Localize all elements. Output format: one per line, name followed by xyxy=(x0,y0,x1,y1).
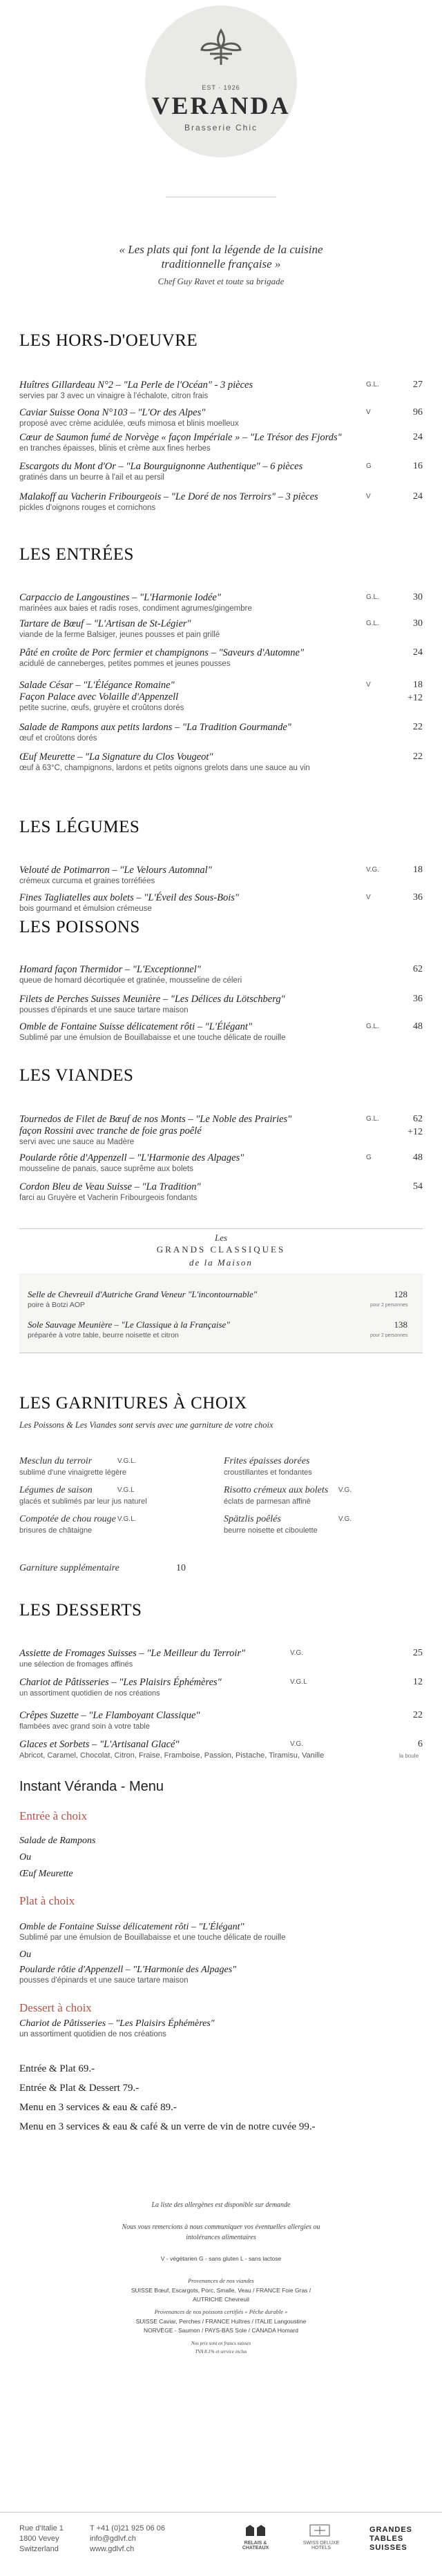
diet-tag: V.G.L. xyxy=(117,1457,137,1465)
item-title: Escargots du Mont d'Or – "La Bourguignonne Authentique" – 6 pièces xyxy=(19,461,303,472)
garniture-description: glacés et sublimés par leur jus naturel xyxy=(19,1497,147,1506)
garnitures-intro: Les Poissons & Les Viandes sont servis avec une garniture de votre choix xyxy=(19,1420,273,1430)
item-description: crémeux curcuma et graines torréfiées xyxy=(19,877,155,885)
dessert-description: Abricot, Caramel, Chocolat, Citron, Fraise, Framboise, Passion, Pistache, Tiramisu, Vanille xyxy=(19,1751,325,1760)
item-description: en tranches épaisses, blinis et crème aux fines herbes xyxy=(19,444,211,453)
item-description: marinées aux baies et radis roses, condiment agrumes/gingembre xyxy=(19,604,252,613)
item-description: proposé avec crème acidulée, œufs mimosa et blinis moelleux xyxy=(19,420,239,428)
menu-item xyxy=(19,647,423,668)
classique-price: 128 xyxy=(394,1289,407,1299)
formula-3-services: Menu en 3 services & eau & café 89.- xyxy=(19,2102,177,2113)
garniture-description: beurre noisette et ciboulette xyxy=(224,1526,318,1535)
item-price: 62 xyxy=(413,1114,423,1124)
section-title-garnitures: LES GARNITURES À CHOIX xyxy=(19,1394,247,1413)
item-price: 96 xyxy=(413,407,423,417)
diet-tag: G.L. xyxy=(366,1115,379,1123)
note-line: Provenances de nos viandes xyxy=(188,2277,254,2284)
section-title-legumes: LES LÉGUMES xyxy=(19,818,140,836)
item-title: Malakoff au Vacherin Fribourgeois – "Le Doré de nos Terroirs" – 3 pièces xyxy=(19,491,318,502)
garniture-title: Compotée de chou rouge xyxy=(19,1514,116,1524)
instant-dessert-1: Chariot de Pâtisseries – "Les Plaisirs Éphémères" xyxy=(19,2018,215,2029)
relais-chateaux-label: RELAIS & CHATEAUX xyxy=(242,2541,269,2550)
intro-line-2: traditionnelle française » xyxy=(161,257,281,271)
diet-tag: V xyxy=(366,409,371,416)
menu-item xyxy=(19,865,423,885)
instant-plat-1-desc: Sublimé par une émulsion de Bouillabaisse et une touche délicate de rouille xyxy=(19,1934,286,1942)
classique-note: pour 2 personnes xyxy=(370,1303,408,1308)
dessert-item xyxy=(19,1648,423,1669)
dessert-item xyxy=(19,1739,423,1760)
item-title: Omble de Fontaine Suisse délicatement rôti – "L'Élégant" xyxy=(19,1021,253,1032)
item-price: 36 xyxy=(413,892,423,903)
item-description: pousses d'épinards et une sauce tartare maison xyxy=(19,1006,189,1014)
menu-item xyxy=(19,461,423,482)
item-description: gratinés dans un beurre à l'ail et au persil xyxy=(19,473,164,482)
note-line: SUISSE Bœuf, Escargots, Porc, Smalle, Veau / FRANCE Foie Gras / xyxy=(131,2287,311,2294)
item-title: Poularde rôtie d'Appenzell – "L'Harmonie des Alpages" xyxy=(19,1152,244,1163)
phone[interactable]: T +41 (0)21 925 06 06 xyxy=(90,2524,165,2533)
item-title: Huîtres Gillardeau N°2 – "La Perle de l'Océan" - 3 pièces xyxy=(19,380,253,391)
address-line-1: Rue d'Italie 1 xyxy=(19,2524,64,2533)
garniture-title: Mesclun du terroir xyxy=(19,1456,93,1466)
item-description: queue de homard décortiquée et gratinée, mousseline de céleri xyxy=(19,976,242,985)
item-description: acidulé de canneberges, petites pommes et jeunes pousses xyxy=(19,660,231,668)
dessert-description: flambées avec grand soin à votre table xyxy=(19,1722,150,1731)
swiss-deluxe-icon xyxy=(307,2522,332,2543)
diet-tag: V.G. xyxy=(366,866,380,874)
diet-tag: V.G.L. xyxy=(117,1515,137,1523)
menu-item xyxy=(19,680,423,712)
note-line: AUTRICHE Chevreuil xyxy=(193,2296,249,2303)
item-price: 22 xyxy=(413,751,423,762)
classique-item xyxy=(28,1289,359,1309)
dessert-price: 22 xyxy=(413,1710,423,1720)
formula-entree-plat-dessert: Entrée & Plat & Dessert 79.- xyxy=(19,2083,140,2094)
item-description: petite sucrine, œufs, gruyère et croûtons dorés xyxy=(19,704,184,712)
instant-dessert-1-desc: un assortiment quotidien de nos créations xyxy=(19,2030,166,2038)
item-title: Salade César – "L'Élégance Romaine" xyxy=(19,680,175,691)
item-title: Pâté en croûte de Porc fermier et champignons – "Saveurs d'Automne" xyxy=(19,647,305,658)
item-price: 24 xyxy=(413,432,423,442)
menu-item xyxy=(19,491,423,512)
note-line: intolérances alimentaires xyxy=(186,2234,256,2241)
item-title-line2: Façon Palace avec Volaille d'Appenzell xyxy=(19,691,179,702)
garniture-title: Frites épaisses dorées xyxy=(224,1456,310,1466)
classique-price: 138 xyxy=(394,1319,407,1330)
classiques-les: Les xyxy=(214,1232,228,1243)
dessert-item xyxy=(19,1677,423,1698)
dessert-description: une sélection de fromages affinés xyxy=(19,1660,133,1669)
diet-tag: V xyxy=(366,493,371,500)
item-price: 16 xyxy=(413,461,423,471)
instant-plat-2-desc: pousses d'épinards et une sauce tartare maison xyxy=(19,1976,189,1985)
diet-tag: G.L. xyxy=(366,620,379,627)
item-title: Œuf Meurette – "La Signature du Clos Vougeot" xyxy=(19,751,213,763)
item-price: 18 xyxy=(413,680,423,690)
footer-divider xyxy=(0,2512,442,2513)
classique-title: Sole Sauvage Meunière – "Le Classique à la Française" xyxy=(28,1319,230,1330)
item-price: 48 xyxy=(413,1021,423,1032)
item-description: œuf à 63°C, champignons, lardons et petits oignons grelots dans une sauce au vin xyxy=(19,764,310,772)
formula-entree-plat: Entrée & Plat 69.- xyxy=(19,2063,95,2074)
diet-tag: V.G.L xyxy=(290,1678,307,1686)
garniture-description: brisures de châtaigne xyxy=(19,1526,93,1535)
classique-title: Selle de Chevreuil d'Autriche Grand Veneur "L'incontournable" xyxy=(28,1289,258,1299)
diet-tag: V xyxy=(366,894,371,901)
diet-tag: G.L. xyxy=(366,593,379,601)
item-price: 22 xyxy=(413,722,423,732)
diet-tag: V.G. xyxy=(290,1740,304,1748)
note-line: NORVÈGE - Saumon / PAYS-BAS Sole / CANADA Homard xyxy=(144,2327,298,2334)
grandes-tables-label: GRANDES TABLES SUISSES xyxy=(369,2526,413,2552)
item-title: Velouté de Potimarron – "Le Velours Automnal" xyxy=(19,865,212,876)
garniture-title: Légumes de saison xyxy=(19,1485,93,1495)
garniture-description: croustillantes et fondantes xyxy=(224,1468,312,1477)
item-price: 36 xyxy=(413,994,423,1004)
menu-item xyxy=(19,380,423,400)
diet-tag: V.G. xyxy=(290,1649,304,1657)
item-price: 48 xyxy=(413,1152,423,1163)
item-description: farci au Gruyère et Vacherin Fribourgeois fondants xyxy=(19,1194,198,1202)
item-description: pickles d'oignons rouges et cornichons xyxy=(19,504,156,512)
intro-line-1: « Les plats qui font la légende de la cuisine xyxy=(119,243,323,256)
menu-item xyxy=(19,994,423,1014)
classiques-title: GRANDS CLASSIQUES xyxy=(156,1244,286,1255)
section-title-hors: LES HORS-D'OEUVRE xyxy=(19,331,198,350)
item-title: Fines Tagliatelles aux bolets – "L'Éveil des Sous-Bois" xyxy=(19,892,240,903)
dessert-title: Assiette de Fromages Suisses – "Le Meilleur du Terroir" xyxy=(19,1648,246,1659)
note-line: La liste des allergènes est disponible sur demande xyxy=(151,2201,291,2209)
item-price: 24 xyxy=(413,647,423,658)
item-description: viande de la ferme Balsiger, jeunes pousses et pain grillé xyxy=(19,631,220,639)
dessert-price: 6 xyxy=(418,1739,423,1749)
garniture-description: sublimé d'une vinaigrette légère xyxy=(19,1468,126,1477)
menu-item xyxy=(19,1021,423,1042)
relais-chateaux-icon xyxy=(242,2522,269,2543)
instant-dessert-heading: Dessert à choix xyxy=(19,2001,92,2014)
email-link[interactable]: info@gdlvf.ch xyxy=(90,2535,136,2543)
diet-tag: V.G.L xyxy=(117,1486,135,1494)
dessert-title: Chariot de Pâtisseries – "Les Plaisirs Éphémères" xyxy=(19,1677,222,1688)
menu-item xyxy=(19,1114,423,1146)
item-title: Filets de Perches Suisses Meunière – "Les Délices du Lötschberg" xyxy=(19,994,285,1005)
formula-3-services-vin: Menu en 3 services & eau & café & un verre de vin de notre cuvée 99.- xyxy=(19,2121,316,2132)
item-title: Carpaccio de Langoustines – "L'Harmonie Iodée" xyxy=(19,592,221,603)
classique-description: préparée à votre table, beurre noisette et citron xyxy=(28,1331,179,1339)
item-price: 54 xyxy=(413,1181,423,1192)
diet-tag: V.G. xyxy=(338,1515,352,1523)
diet-tag: G.L. xyxy=(366,381,379,389)
instant-or-2: Ou xyxy=(19,1949,32,1960)
diet-tag: G.L. xyxy=(366,1023,379,1030)
garniture-supp-price: 10 xyxy=(176,1563,186,1573)
dessert-note: la boule xyxy=(399,1753,419,1759)
address-line-3: Switzerland xyxy=(19,2545,59,2553)
instant-plat-2: Poularde rôtie d'Appenzell – "L'Harmonie des Alpages" xyxy=(19,1965,237,1975)
item-description: bois gourmand et émulsion crémeuse xyxy=(19,905,152,913)
dessert-price: 25 xyxy=(413,1648,423,1658)
item-title-line2: façon Rossini avec tranche de foie gras poêlé xyxy=(19,1125,202,1137)
note-line: Nos prix sont en francs suisses xyxy=(191,2341,251,2346)
garniture-title: Risotto crémeux aux bolets xyxy=(224,1485,329,1495)
dessert-price: 12 xyxy=(413,1677,423,1687)
menu-item xyxy=(19,1181,423,1202)
menu-item xyxy=(19,892,423,913)
item-price: 30 xyxy=(413,618,423,629)
swiss-deluxe-label: SWISS DELUXE HOTELS xyxy=(302,2541,340,2550)
note-line: SUISSE Caviar, Perches / FRANCE Huîtres / ITALIE Langoustine xyxy=(135,2318,307,2325)
logo-established: EST · 1926 xyxy=(202,84,240,91)
menu-item xyxy=(19,407,423,428)
menu-item xyxy=(19,432,423,453)
diet-tag: V.G. xyxy=(338,1486,352,1494)
item-description: mousseline de panais, sauce suprême aux bolets xyxy=(19,1165,193,1173)
note-line: Provenances de nos poissons certifiés « Pêche durable » xyxy=(154,2308,288,2315)
menu-item xyxy=(19,751,423,772)
note-line: Nous vous remercions à nous communiquer vos éventuelles allergies ou xyxy=(122,2223,320,2231)
classique-description: poire à Botzi AOP xyxy=(28,1301,85,1309)
address-line-2: 1800 Vevey xyxy=(19,2535,59,2543)
item-price: 30 xyxy=(413,592,423,602)
garniture-title: Spätzlis poêlés xyxy=(224,1514,281,1524)
item-description: œuf et croûtons dorés xyxy=(19,734,97,743)
item-price-supplement: +12 xyxy=(407,693,423,703)
item-description: servi avec une sauce au Madère xyxy=(19,1138,135,1146)
website-link[interactable]: www.gdlvf.ch xyxy=(90,2545,135,2553)
item-title: Caviar Suisse Oona N°103 – "L'Or des Alpes" xyxy=(19,407,206,418)
instant-or-1: Ou xyxy=(19,1852,32,1862)
item-title: Tartare de Bœuf – "L'Artisan de St-Légier" xyxy=(19,618,191,629)
item-description: Sublimé par une émulsion de Bouillabaisse et une touche délicate de rouille xyxy=(19,1034,286,1042)
classiques-box xyxy=(19,1273,423,1353)
item-price: 18 xyxy=(413,865,423,875)
classique-note: pour 2 personnes xyxy=(370,1333,408,1338)
menu-item xyxy=(19,592,423,613)
diet-tag: G xyxy=(366,462,372,470)
section-title-viandes: LES VIANDES xyxy=(19,1066,134,1085)
dessert-title: Glaces et Sorbets – "L'Artisanal Glacé" xyxy=(19,1739,180,1750)
instant-title: Instant Véranda - Menu xyxy=(19,1779,164,1794)
note-line: V - végétarien G - sans gluten L - sans lactose xyxy=(160,2255,282,2262)
item-price: 62 xyxy=(413,964,423,974)
classiques-divider-top xyxy=(19,1228,423,1229)
item-price: 24 xyxy=(413,491,423,502)
instant-entree-2: Œuf Meurette xyxy=(19,1869,73,1879)
logo-wordmark: VERANDA xyxy=(151,92,291,119)
logo-tagline: Brasserie Chic xyxy=(184,123,258,132)
dessert-description: un assortiment quotidien de nos créations xyxy=(19,1689,160,1698)
item-title: Salade de Rampons aux petits lardons – "La Tradition Gourmande" xyxy=(19,722,291,733)
instant-entree-heading: Entrée à choix xyxy=(19,1809,88,1822)
brand-logo xyxy=(145,6,297,157)
item-price-supplement: +12 xyxy=(407,1127,423,1137)
section-title-desserts: LES DESSERTS xyxy=(19,1601,142,1620)
classique-item xyxy=(28,1319,359,1339)
diet-tag: V xyxy=(366,681,371,689)
item-price: 27 xyxy=(413,380,423,390)
section-title-entrees: LES ENTRÉES xyxy=(19,545,134,564)
menu-item xyxy=(19,618,423,639)
menu-item xyxy=(19,1152,423,1173)
menu-item xyxy=(19,964,423,985)
dessert-item xyxy=(19,1710,423,1731)
dessert-title: Crêpes Suzette – "Le Flamboyant Classique" xyxy=(19,1710,200,1721)
diet-tag: G xyxy=(366,1154,372,1161)
garniture-description: éclats de parmesan affiné xyxy=(224,1497,311,1506)
note-line: TVA 8.1% et service inclus xyxy=(195,2349,247,2354)
item-title: Homard façon Thermidor – "L'Exceptionnel" xyxy=(19,964,201,975)
instant-entree-1: Salade de Rampons xyxy=(19,1836,96,1846)
item-title: Cœur de Saumon fumé de Norvège « façon Impériale » – "Le Trésor des Fjords" xyxy=(19,432,342,443)
instant-plat-heading: Plat à choix xyxy=(19,1894,75,1907)
section-title-poissons: LES POISSONS xyxy=(19,918,140,936)
item-description: servies par 3 avec un vinaigre à l'échalote, citron frais xyxy=(19,392,209,400)
menu-item xyxy=(19,722,423,743)
fleur-emblem-icon xyxy=(196,26,246,68)
instant-plat-1: Omble de Fontaine Suisse délicatement rôti – "L'Élégant" xyxy=(19,1922,244,1932)
chef-signature: Chef Guy Ravet et toute sa brigade xyxy=(157,276,285,286)
item-title: Tournedos de Filet de Bœuf de nos Monts – "Le Noble des Prairies" xyxy=(19,1114,292,1125)
classiques-subtitle: de la Maison xyxy=(189,1257,253,1268)
item-title: Cordon Bleu de Veau Suisse – "La Tradition" xyxy=(19,1181,201,1192)
garniture-supp: Garniture supplémentaire xyxy=(19,1563,119,1573)
